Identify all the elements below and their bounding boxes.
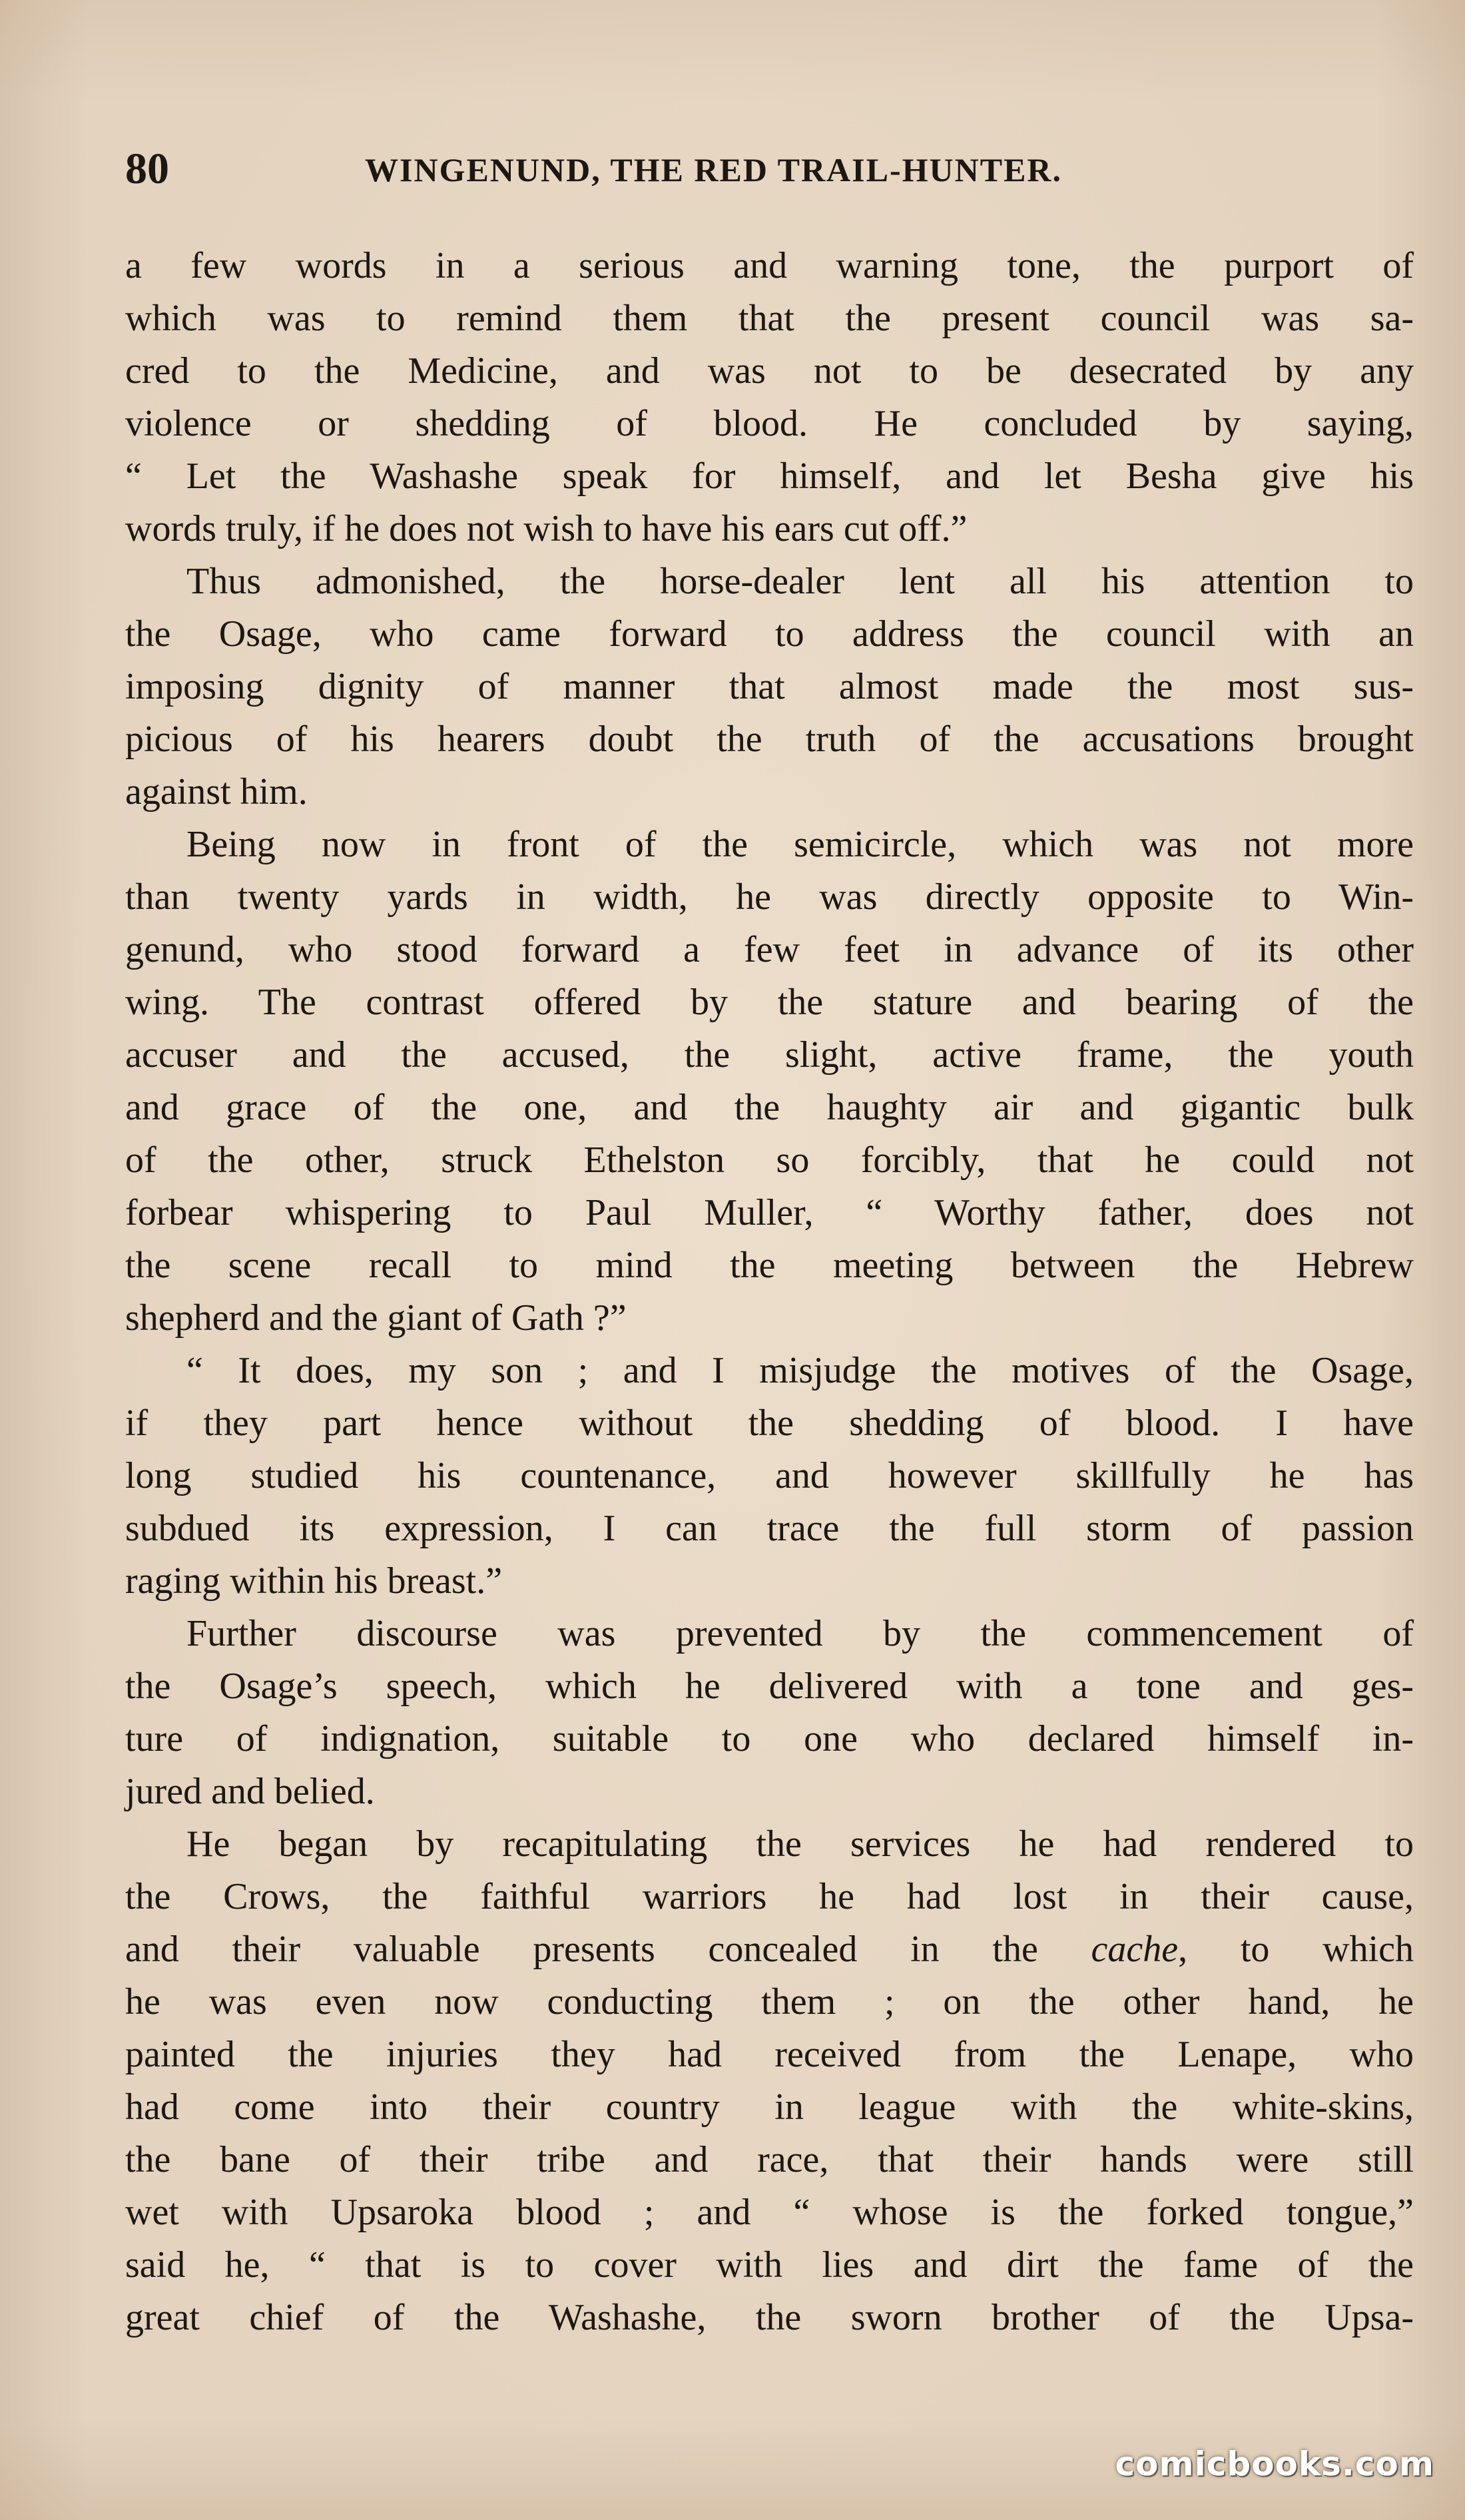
text-line: the Osage, who came forward to address the council with an — [125, 613, 1414, 655]
text-line: words truly, if he does not wish to have his ears cut off.” — [125, 508, 968, 549]
italic-word: cache — [1091, 1929, 1179, 1970]
text-line: and grace of the one, and the haughty air and gigantic bulk — [125, 1087, 1414, 1128]
text-line: great chief of the Washashe, the sworn brother of the Upsa- — [125, 2297, 1414, 2338]
text-line: genund, who stood forward a few feet in advance of its other — [125, 929, 1414, 970]
text-line: which was to remind them that the present council was sa- — [125, 298, 1414, 339]
text-line: Being now in front of the semicircle, which was not more — [186, 824, 1414, 865]
text-line: Thus admonished, the horse-dealer lent all his attention to — [186, 561, 1414, 602]
text-line: violence or shedding of blood. He concluded by saying, — [125, 403, 1414, 444]
text-line: had come into their country in league with the white-skins, — [125, 2086, 1414, 2128]
text-line: the Crows, the faithful warriors he had lost in their cause, — [125, 1876, 1414, 1917]
text-line: Further discourse was prevented by the commencement of — [186, 1613, 1414, 1654]
text-line: against him. — [125, 771, 308, 812]
body-text — [125, 240, 1414, 2344]
text-line: painted the injuries they had received from the Lenape, who — [125, 2034, 1414, 2075]
text-line: cred to the Medicine, and was not to be desecrated by any — [125, 350, 1414, 392]
text-line: than twenty yards in width, he was directly opposite to Win- — [125, 876, 1414, 918]
text-line: if they part hence without the shedding of blood. I have — [125, 1403, 1414, 1444]
text-line: long studied his countenance, and however skillfully he has — [125, 1455, 1414, 1496]
text-line: “ It does, my son ; and I misjudge the motives of the Osage, — [186, 1350, 1414, 1391]
text-line: ture of indignation, suitable to one who declared himself in- — [125, 1718, 1414, 1759]
page-number: 80 — [125, 145, 169, 193]
text-line: said he, “ that is to cover with lies and dirt the fame of the — [125, 2244, 1414, 2286]
text-segment: , to which — [1178, 1929, 1414, 1970]
text-line: raging within his breast.” — [125, 1560, 503, 1602]
text-line-with-italic — [125, 1923, 1414, 1976]
running-title: WINGENUND, THE RED TRAIL-HUNTER. — [365, 151, 1063, 188]
text-line: wet with Upsaroka blood ; and “ whose is the forked tongue,” — [125, 2192, 1414, 2233]
text-line: He began by recapitulating the services he had rendered to — [186, 1823, 1414, 1865]
text-line: wing. The contrast offered by the stature and bearing of the — [125, 982, 1414, 1023]
text-line: accuser and the accused, the slight, active frame, the youth — [125, 1034, 1414, 1076]
text-line: forbear whispering to Paul Muller, “ Worthy father, does not — [125, 1192, 1414, 1233]
text-line: subdued its expression, I can trace the full storm of passion — [125, 1508, 1414, 1549]
text-line: jured and belied. — [125, 1771, 375, 1812]
text-line: picious of his hearers doubt the truth of the accusations brought — [125, 719, 1414, 760]
text-line: the scene recall to mind the meeting between the Hebrew — [125, 1245, 1414, 1286]
text-line: the bane of their tribe and race, that their hands were still — [125, 2139, 1414, 2180]
text-line: he was even now conducting them ; on the other hand, he — [125, 1981, 1414, 2023]
text-line: “ Let the Washashe speak for himself, and let Besha give his — [125, 456, 1414, 497]
running-head — [125, 143, 1410, 196]
text-line: imposing dignity of manner that almost made the most sus- — [125, 666, 1414, 707]
text-segment: and their valuable presents concealed in the — [125, 1929, 1091, 1970]
text-line: the Osage’s speech, which he delivered with a tone and ges- — [125, 1666, 1414, 1707]
text-line: shepherd and the giant of Gath ?” — [125, 1297, 627, 1339]
site-watermark: comicbooks.com — [1115, 2445, 1434, 2483]
text-line: of the other, struck Ethelston so forcibly, that he could not — [125, 1139, 1414, 1181]
text-line: a few words in a serious and warning tone, the purport of — [125, 245, 1414, 286]
